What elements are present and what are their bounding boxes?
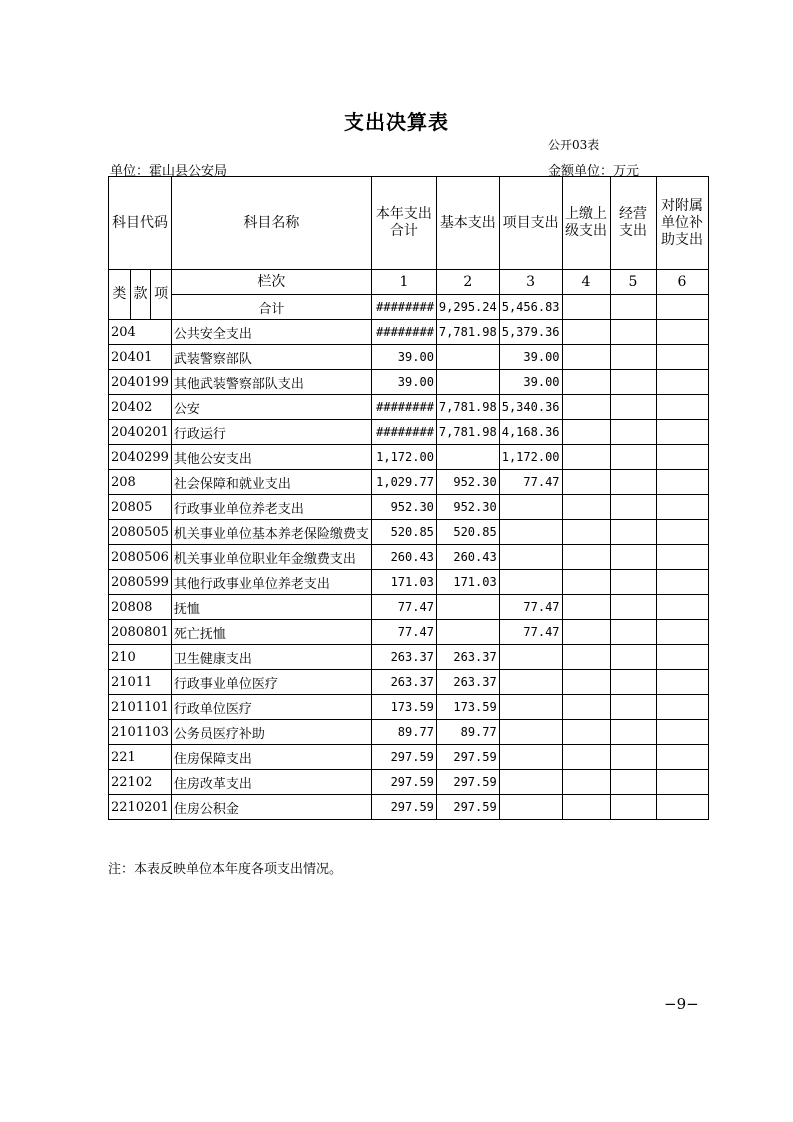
- upper-remit-expenditure: [562, 745, 610, 770]
- total-c2: 9,295.24: [436, 295, 499, 320]
- subject-code: 21011: [109, 670, 172, 695]
- total-c1: ########: [371, 295, 436, 320]
- subject-name: 行政事业单位医疗: [171, 670, 371, 695]
- upper-remit-expenditure: [562, 520, 610, 545]
- subsidiary-subsidy: [656, 445, 708, 470]
- table-row: [109, 570, 709, 595]
- table-row: [109, 445, 709, 470]
- basic-expenditure: 7,781.98: [436, 420, 499, 445]
- header-kuan: 款: [130, 270, 151, 320]
- subject-code: 2101103: [109, 720, 172, 745]
- total-expenditure: 260.43: [371, 545, 436, 570]
- header-col5: 经营支出: [610, 177, 656, 270]
- upper-remit-expenditure: [562, 620, 610, 645]
- total-expenditure: 39.00: [371, 370, 436, 395]
- basic-expenditure: 7,781.98: [436, 395, 499, 420]
- table-row: [109, 395, 709, 420]
- header-name: 科目名称: [171, 177, 371, 270]
- upper-remit-expenditure: [562, 645, 610, 670]
- operating-expenditure: [610, 670, 656, 695]
- total-row: [109, 295, 709, 320]
- table-row: [109, 745, 709, 770]
- basic-expenditure: [436, 620, 499, 645]
- basic-expenditure: 297.59: [436, 745, 499, 770]
- project-expenditure: [499, 770, 562, 795]
- subject-name: 公务员医疗补助: [171, 720, 371, 745]
- project-expenditure: [499, 570, 562, 595]
- table-row: [109, 795, 709, 820]
- subject-name: 其他行政事业单位养老支出: [171, 570, 371, 595]
- table-row: [109, 595, 709, 620]
- table-row: [109, 470, 709, 495]
- col-number-1: 1: [371, 270, 436, 295]
- total-expenditure: 77.47: [371, 595, 436, 620]
- total-expenditure: ########: [371, 395, 436, 420]
- subsidiary-subsidy: [656, 645, 708, 670]
- table-row: [109, 695, 709, 720]
- operating-expenditure: [610, 395, 656, 420]
- upper-remit-expenditure: [562, 570, 610, 595]
- subsidiary-subsidy: [656, 370, 708, 395]
- header-lanci: 栏次: [171, 270, 371, 295]
- subject-name: 公安: [171, 395, 371, 420]
- subject-code: 20808: [109, 595, 172, 620]
- subject-name: 住房公积金: [171, 795, 371, 820]
- total-expenditure: 952.30: [371, 495, 436, 520]
- subject-name: 死亡抚恤: [171, 620, 371, 645]
- total-expenditure: ########: [371, 320, 436, 345]
- subsidiary-subsidy: [656, 345, 708, 370]
- upper-remit-expenditure: [562, 545, 610, 570]
- subject-code: 20401: [109, 345, 172, 370]
- header-code: 科目代码: [109, 177, 172, 270]
- total-expenditure: 263.37: [371, 670, 436, 695]
- col-number-5: 5: [610, 270, 656, 295]
- subject-code: 210: [109, 645, 172, 670]
- subject-name: 卫生健康支出: [171, 645, 371, 670]
- operating-expenditure: [610, 795, 656, 820]
- header-col4: 上缴上级支出: [562, 177, 610, 270]
- project-expenditure: [499, 645, 562, 670]
- total-expenditure: 297.59: [371, 795, 436, 820]
- expenditure-table: [108, 176, 709, 820]
- basic-expenditure: 297.59: [436, 770, 499, 795]
- subsidiary-subsidy: [656, 470, 708, 495]
- subject-name: 公共安全支出: [171, 320, 371, 345]
- total-expenditure: 173.59: [371, 695, 436, 720]
- subject-name: 机关事业单位职业年金缴费支出: [171, 545, 371, 570]
- subsidiary-subsidy: [656, 720, 708, 745]
- table-row: [109, 670, 709, 695]
- project-expenditure: [499, 795, 562, 820]
- basic-expenditure: 260.43: [436, 545, 499, 570]
- subject-code: 2040299: [109, 445, 172, 470]
- project-expenditure: 4,168.36: [499, 420, 562, 445]
- project-expenditure: [499, 495, 562, 520]
- header-col3: 项目支出: [499, 177, 562, 270]
- operating-expenditure: [610, 370, 656, 395]
- subject-name: 武装警察部队: [171, 345, 371, 370]
- table-row: [109, 620, 709, 645]
- subject-code: 2040201: [109, 420, 172, 445]
- operating-expenditure: [610, 495, 656, 520]
- operating-expenditure: [610, 420, 656, 445]
- header-lei: 类: [109, 270, 131, 320]
- operating-expenditure: [610, 445, 656, 470]
- total-expenditure: 39.00: [371, 345, 436, 370]
- project-expenditure: [499, 745, 562, 770]
- subject-name: 其他武装警察部队支出: [171, 370, 371, 395]
- subject-code: 221: [109, 745, 172, 770]
- project-expenditure: 5,379.36: [499, 320, 562, 345]
- subject-code: 208: [109, 470, 172, 495]
- basic-expenditure: 171.03: [436, 570, 499, 595]
- upper-remit-expenditure: [562, 370, 610, 395]
- upper-remit-expenditure: [562, 770, 610, 795]
- col-number-4: 4: [562, 270, 610, 295]
- subsidiary-subsidy: [656, 395, 708, 420]
- upper-remit-expenditure: [562, 595, 610, 620]
- table-row: [109, 320, 709, 345]
- total-expenditure: 520.85: [371, 520, 436, 545]
- subject-code: 2080599: [109, 570, 172, 595]
- basic-expenditure: 89.77: [436, 720, 499, 745]
- operating-expenditure: [610, 595, 656, 620]
- basic-expenditure: 952.30: [436, 495, 499, 520]
- upper-remit-expenditure: [562, 420, 610, 445]
- subject-name: 行政运行: [171, 420, 371, 445]
- total-c3: 5,456.83: [499, 295, 562, 320]
- amount-unit-label: 金额单位：万元: [548, 164, 640, 179]
- project-expenditure: 77.47: [499, 620, 562, 645]
- subject-name: 行政单位医疗: [171, 695, 371, 720]
- subsidiary-subsidy: [656, 570, 708, 595]
- project-expenditure: 77.47: [499, 470, 562, 495]
- basic-expenditure: [436, 345, 499, 370]
- table-row: [109, 720, 709, 745]
- basic-expenditure: 263.37: [436, 670, 499, 695]
- basic-expenditure: 952.30: [436, 470, 499, 495]
- col-number-6: 6: [656, 270, 708, 295]
- table-row: [109, 545, 709, 570]
- header-col6: 对附属单位补助支出: [656, 177, 708, 270]
- operating-expenditure: [610, 720, 656, 745]
- subject-code: 2080506: [109, 545, 172, 570]
- upper-remit-expenditure: [562, 495, 610, 520]
- total-expenditure: 1,172.00: [371, 445, 436, 470]
- project-expenditure: [499, 695, 562, 720]
- operating-expenditure: [610, 545, 656, 570]
- table-row: [109, 420, 709, 445]
- project-expenditure: 5,340.36: [499, 395, 562, 420]
- subject-code: 204: [109, 320, 172, 345]
- subject-code: 2080505: [109, 520, 172, 545]
- col-number-2: 2: [436, 270, 499, 295]
- subsidiary-subsidy: [656, 545, 708, 570]
- basic-expenditure: 520.85: [436, 520, 499, 545]
- project-expenditure: 39.00: [499, 370, 562, 395]
- table-row: [109, 520, 709, 545]
- basic-expenditure: [436, 370, 499, 395]
- project-expenditure: [499, 720, 562, 745]
- basic-expenditure: [436, 445, 499, 470]
- subsidiary-subsidy: [656, 495, 708, 520]
- subject-code: 2080801: [109, 620, 172, 645]
- basic-expenditure: 297.59: [436, 795, 499, 820]
- table-row: [109, 370, 709, 395]
- total-expenditure: 1,029.77: [371, 470, 436, 495]
- project-expenditure: [499, 545, 562, 570]
- subject-name: 住房保障支出: [171, 745, 371, 770]
- operating-expenditure: [610, 770, 656, 795]
- subject-name: 抚恤: [171, 595, 371, 620]
- upper-remit-expenditure: [562, 345, 610, 370]
- subsidiary-subsidy: [656, 770, 708, 795]
- basic-expenditure: [436, 595, 499, 620]
- operating-expenditure: [610, 645, 656, 670]
- operating-expenditure: [610, 695, 656, 720]
- upper-remit-expenditure: [562, 395, 610, 420]
- total-expenditure: 89.77: [371, 720, 436, 745]
- table-note: 注：本表反映单位本年度各项支出情况。: [108, 862, 343, 877]
- unit-label: 单位：霍山县公安局: [110, 164, 228, 179]
- subsidiary-subsidy: [656, 320, 708, 345]
- project-expenditure: 39.00: [499, 345, 562, 370]
- subject-name: 机关事业单位基本养老保险缴费支: [171, 520, 371, 545]
- table-row: [109, 770, 709, 795]
- total-expenditure: ########: [371, 420, 436, 445]
- operating-expenditure: [610, 470, 656, 495]
- subject-name: 其他公安支出: [171, 445, 371, 470]
- subject-name: 社会保障和就业支出: [171, 470, 371, 495]
- subject-name: 住房改革支出: [171, 770, 371, 795]
- subject-name: 行政事业单位养老支出: [171, 495, 371, 520]
- basic-expenditure: 7,781.98: [436, 320, 499, 345]
- operating-expenditure: [610, 745, 656, 770]
- header-xiang: 项: [151, 270, 172, 320]
- header-col2: 基本支出: [436, 177, 499, 270]
- subject-code: 22102: [109, 770, 172, 795]
- page-title: 支出决算表: [344, 110, 449, 134]
- subsidiary-subsidy: [656, 620, 708, 645]
- total-expenditure: 297.59: [371, 745, 436, 770]
- subject-code: 20805: [109, 495, 172, 520]
- operating-expenditure: [610, 620, 656, 645]
- operating-expenditure: [610, 520, 656, 545]
- total-expenditure: 171.03: [371, 570, 436, 595]
- upper-remit-expenditure: [562, 320, 610, 345]
- basic-expenditure: 263.37: [436, 645, 499, 670]
- table-row: [109, 345, 709, 370]
- operating-expenditure: [610, 320, 656, 345]
- total-label: 合计: [171, 295, 371, 320]
- project-expenditure: 77.47: [499, 595, 562, 620]
- total-expenditure: 77.47: [371, 620, 436, 645]
- upper-remit-expenditure: [562, 445, 610, 470]
- subsidiary-subsidy: [656, 520, 708, 545]
- col-number-3: 3: [499, 270, 562, 295]
- form-code: 公开03表: [548, 138, 600, 152]
- project-expenditure: 1,172.00: [499, 445, 562, 470]
- basic-expenditure: 173.59: [436, 695, 499, 720]
- project-expenditure: [499, 520, 562, 545]
- subject-code: 2210201: [109, 795, 172, 820]
- table-row: [109, 495, 709, 520]
- upper-remit-expenditure: [562, 670, 610, 695]
- subsidiary-subsidy: [656, 595, 708, 620]
- subject-code: 20402: [109, 395, 172, 420]
- upper-remit-expenditure: [562, 720, 610, 745]
- upper-remit-expenditure: [562, 695, 610, 720]
- table-row: [109, 645, 709, 670]
- total-expenditure: 263.37: [371, 645, 436, 670]
- header-col1: 本年支出合计: [371, 177, 436, 270]
- subsidiary-subsidy: [656, 420, 708, 445]
- upper-remit-expenditure: [562, 795, 610, 820]
- subject-code: 2101101: [109, 695, 172, 720]
- subsidiary-subsidy: [656, 670, 708, 695]
- subsidiary-subsidy: [656, 695, 708, 720]
- subsidiary-subsidy: [656, 745, 708, 770]
- operating-expenditure: [610, 345, 656, 370]
- operating-expenditure: [610, 570, 656, 595]
- upper-remit-expenditure: [562, 470, 610, 495]
- page-number: −9−: [664, 995, 699, 1013]
- subsidiary-subsidy: [656, 795, 708, 820]
- total-expenditure: 297.59: [371, 770, 436, 795]
- project-expenditure: [499, 670, 562, 695]
- subject-code: 2040199: [109, 370, 172, 395]
